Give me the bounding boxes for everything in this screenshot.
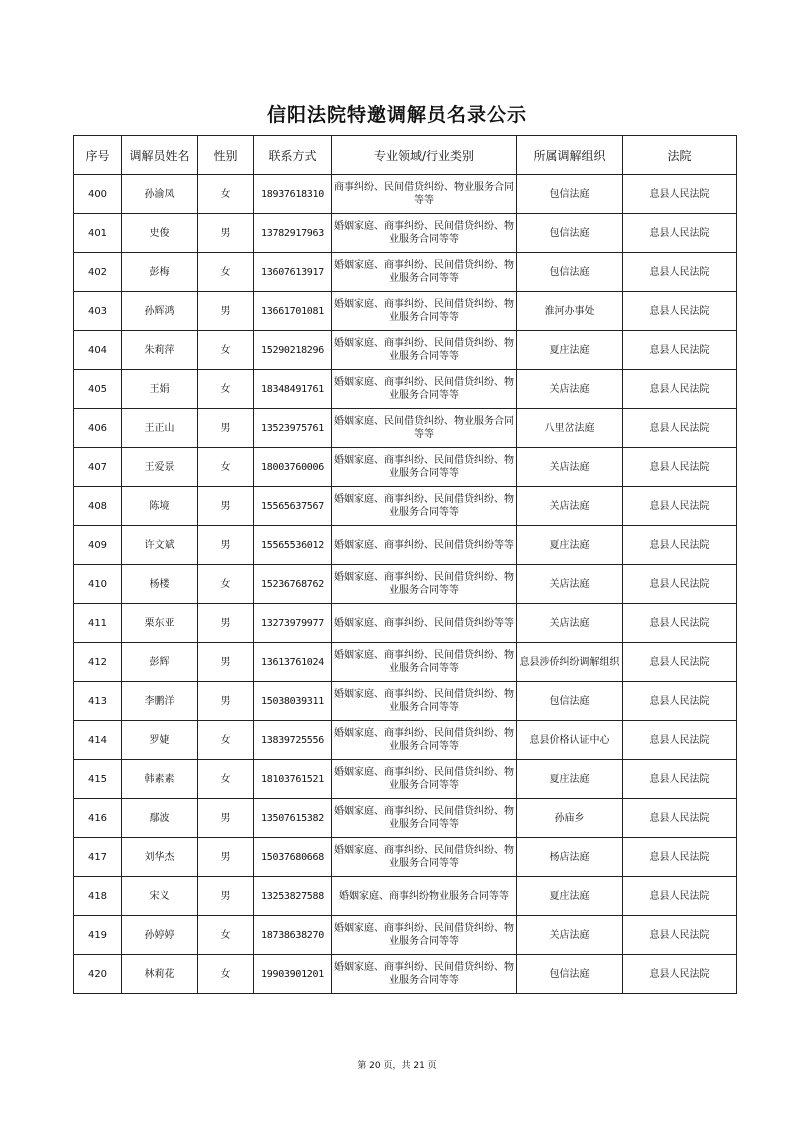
cell-phone: 18348491761 [254,370,332,409]
cell-gender: 女 [198,565,254,604]
cell-org: 关店法庭 [517,448,623,487]
cell-name: 杨楼 [122,565,198,604]
cell-name: 栗东亚 [122,604,198,643]
table-row [74,409,737,448]
cell-field: 婚姻家庭、商事纠纷、民间借贷纠纷、物业服务合同等等 [332,760,517,799]
cell-gender: 女 [198,331,254,370]
cell-org: 息县价格认证中心 [517,721,623,760]
table-row [74,682,737,721]
table-row [74,799,737,838]
header-name: 调解员姓名 [122,136,198,175]
table-row [74,526,737,565]
header-no: 序号 [74,136,122,175]
cell-no: 412 [74,643,122,682]
cell-org: 孙庙乡 [517,799,623,838]
cell-court: 息县人民法院 [623,487,737,526]
cell-name: 王娟 [122,370,198,409]
cell-phone: 15290218296 [254,331,332,370]
cell-org: 淮河办事处 [517,292,623,331]
cell-gender: 女 [198,253,254,292]
table-row [74,838,737,877]
cell-org: 关店法庭 [517,916,623,955]
cell-phone: 13523975761 [254,409,332,448]
cell-gender: 男 [198,604,254,643]
cell-court: 息县人民法院 [623,604,737,643]
cell-phone: 15236768762 [254,565,332,604]
cell-no: 403 [74,292,122,331]
cell-field: 婚姻家庭、商事纠纷、民间借贷纠纷、物业服务合同等等 [332,253,517,292]
cell-no: 406 [74,409,122,448]
cell-org: 包信法庭 [517,955,623,994]
cell-phone: 18738638270 [254,916,332,955]
cell-name: 韩素素 [122,760,198,799]
table-row [74,643,737,682]
cell-name: 王正山 [122,409,198,448]
cell-no: 419 [74,916,122,955]
cell-org: 息县涉侨纠纷调解组织 [517,643,623,682]
cell-phone: 18103761521 [254,760,332,799]
cell-name: 罗婕 [122,721,198,760]
cell-court: 息县人民法院 [623,955,737,994]
cell-court: 息县人民法院 [623,721,737,760]
header-phone: 联系方式 [254,136,332,175]
cell-no: 411 [74,604,122,643]
cell-name: 许文斌 [122,526,198,565]
cell-name: 彭辉 [122,643,198,682]
cell-field: 婚姻家庭、商事纠纷、民间借贷纠纷等等 [332,604,517,643]
cell-gender: 女 [198,955,254,994]
cell-field: 商事纠纷、民间借贷纠纷、物业服务合同等等 [332,175,517,214]
table-row [74,877,737,916]
cell-name: 林莉花 [122,955,198,994]
cell-phone: 13273979977 [254,604,332,643]
cell-name: 孙婷婷 [122,916,198,955]
cell-field: 婚姻家庭、商事纠纷、民间借贷纠纷、物业服务合同等等 [332,565,517,604]
cell-gender: 女 [198,760,254,799]
table-row [74,370,737,409]
table-row [74,448,737,487]
cell-field: 婚姻家庭、商事纠纷物业服务合同等等 [332,877,517,916]
page-footer: 第 20 页，共 21 页 [357,1061,437,1071]
cell-court: 息县人民法院 [623,526,737,565]
cell-gender: 男 [198,487,254,526]
cell-gender: 男 [198,526,254,565]
cell-field: 婚姻家庭、商事纠纷、民间借贷纠纷、物业服务合同等等 [332,955,517,994]
cell-name: 宋义 [122,877,198,916]
cell-gender: 男 [198,292,254,331]
cell-court: 息县人民法院 [623,799,737,838]
cell-org: 夏庄法庭 [517,877,623,916]
cell-court: 息县人民法院 [623,253,737,292]
cell-phone: 15565637567 [254,487,332,526]
cell-gender: 男 [198,643,254,682]
table-row [74,721,737,760]
cell-no: 401 [74,214,122,253]
table-row [74,214,737,253]
cell-no: 410 [74,565,122,604]
table-header-row [74,136,737,175]
cell-field: 婚姻家庭、商事纠纷、民间借贷纠纷、物业服务合同等等 [332,448,517,487]
cell-court: 息县人民法院 [623,565,737,604]
cell-org: 关店法庭 [517,565,623,604]
cell-gender: 女 [198,448,254,487]
table-row [74,760,737,799]
cell-gender: 男 [198,877,254,916]
cell-field: 婚姻家庭、商事纠纷、民间借贷纠纷、物业服务合同等等 [332,214,517,253]
cell-gender: 女 [198,721,254,760]
cell-phone: 13607613917 [254,253,332,292]
table-row [74,565,737,604]
cell-court: 息县人民法院 [623,292,737,331]
cell-field: 婚姻家庭、民间借贷纠纷、物业服务合同等等 [332,409,517,448]
cell-org: 杨店法庭 [517,838,623,877]
cell-phone: 19903901201 [254,955,332,994]
cell-no: 400 [74,175,122,214]
cell-org: 夏庄法庭 [517,331,623,370]
table-row [74,487,737,526]
cell-court: 息县人民法院 [623,331,737,370]
cell-name: 朱莉萍 [122,331,198,370]
cell-phone: 15565536012 [254,526,332,565]
cell-field: 婚姻家庭、商事纠纷、民间借贷纠纷、物业服务合同等等 [332,838,517,877]
cell-court: 息县人民法院 [623,760,737,799]
cell-gender: 男 [198,409,254,448]
cell-name: 彭梅 [122,253,198,292]
cell-no: 405 [74,370,122,409]
header-court: 法院 [623,136,737,175]
cell-court: 息县人民法院 [623,877,737,916]
cell-gender: 女 [198,370,254,409]
cell-court: 息县人民法院 [623,214,737,253]
cell-court: 息县人民法院 [623,643,737,682]
cell-gender: 女 [198,175,254,214]
page-title: 信阳法院特邀调解员名录公示 [266,104,527,126]
table-row [74,916,737,955]
mediator-table [73,135,737,994]
cell-no: 402 [74,253,122,292]
cell-field: 婚姻家庭、商事纠纷、民间借贷纠纷、物业服务合同等等 [332,292,517,331]
header-gender: 性别 [198,136,254,175]
table-row [74,175,737,214]
cell-org: 包信法庭 [517,682,623,721]
cell-gender: 女 [198,916,254,955]
cell-name: 刘华杰 [122,838,198,877]
cell-court: 息县人民法院 [623,370,737,409]
cell-phone: 13839725556 [254,721,332,760]
cell-no: 416 [74,799,122,838]
cell-court: 息县人民法院 [623,448,737,487]
cell-org: 关店法庭 [517,370,623,409]
cell-org: 夏庄法庭 [517,760,623,799]
cell-name: 孙渝凤 [122,175,198,214]
cell-no: 408 [74,487,122,526]
cell-phone: 13507615382 [254,799,332,838]
cell-gender: 男 [198,838,254,877]
cell-field: 婚姻家庭、商事纠纷、民间借贷纠纷、物业服务合同等等 [332,799,517,838]
table-row [74,955,737,994]
table-body [74,175,737,994]
cell-no: 407 [74,448,122,487]
cell-name: 陈境 [122,487,198,526]
cell-field: 婚姻家庭、商事纠纷、民间借贷纠纷、物业服务合同等等 [332,721,517,760]
cell-org: 包信法庭 [517,175,623,214]
cell-no: 414 [74,721,122,760]
cell-court: 息县人民法院 [623,175,737,214]
cell-org: 八里岔法庭 [517,409,623,448]
cell-no: 409 [74,526,122,565]
cell-name: 李鹏洋 [122,682,198,721]
cell-org: 夏庄法庭 [517,526,623,565]
cell-no: 415 [74,760,122,799]
cell-phone: 15037680668 [254,838,332,877]
cell-field: 婚姻家庭、商事纠纷、民间借贷纠纷、物业服务合同等等 [332,331,517,370]
cell-phone: 15038039311 [254,682,332,721]
cell-name: 鄢波 [122,799,198,838]
cell-field: 婚姻家庭、商事纠纷、民间借贷纠纷、物业服务合同等等 [332,916,517,955]
table-row [74,253,737,292]
cell-no: 417 [74,838,122,877]
cell-field: 婚姻家庭、商事纠纷、民间借贷纠纷、物业服务合同等等 [332,487,517,526]
cell-no: 404 [74,331,122,370]
cell-org: 包信法庭 [517,253,623,292]
cell-name: 孙辉鸿 [122,292,198,331]
cell-field: 婚姻家庭、商事纠纷、民间借贷纠纷、物业服务合同等等 [332,643,517,682]
cell-court: 息县人民法院 [623,682,737,721]
cell-phone: 13613761024 [254,643,332,682]
header-org: 所属调解组织 [517,136,623,175]
cell-field: 婚姻家庭、商事纠纷、民间借贷纠纷、物业服务合同等等 [332,370,517,409]
cell-court: 息县人民法院 [623,838,737,877]
cell-gender: 男 [198,682,254,721]
cell-gender: 男 [198,214,254,253]
cell-phone: 13661701081 [254,292,332,331]
cell-phone: 18937618310 [254,175,332,214]
header-field: 专业领域/行业类别 [332,136,517,175]
cell-phone: 13782917963 [254,214,332,253]
table-row [74,604,737,643]
cell-phone: 18003760006 [254,448,332,487]
cell-no: 413 [74,682,122,721]
table-row [74,292,737,331]
cell-name: 王爱景 [122,448,198,487]
table-row [74,331,737,370]
cell-gender: 男 [198,799,254,838]
cell-org: 包信法庭 [517,214,623,253]
cell-court: 息县人民法院 [623,916,737,955]
cell-no: 420 [74,955,122,994]
cell-phone: 13253827588 [254,877,332,916]
cell-org: 关店法庭 [517,487,623,526]
cell-org: 关店法庭 [517,604,623,643]
cell-field: 婚姻家庭、商事纠纷、民间借贷纠纷、物业服务合同等等 [332,682,517,721]
cell-name: 史俊 [122,214,198,253]
cell-no: 418 [74,877,122,916]
cell-court: 息县人民法院 [623,409,737,448]
cell-field: 婚姻家庭、商事纠纷、民间借贷纠纷等等 [332,526,517,565]
